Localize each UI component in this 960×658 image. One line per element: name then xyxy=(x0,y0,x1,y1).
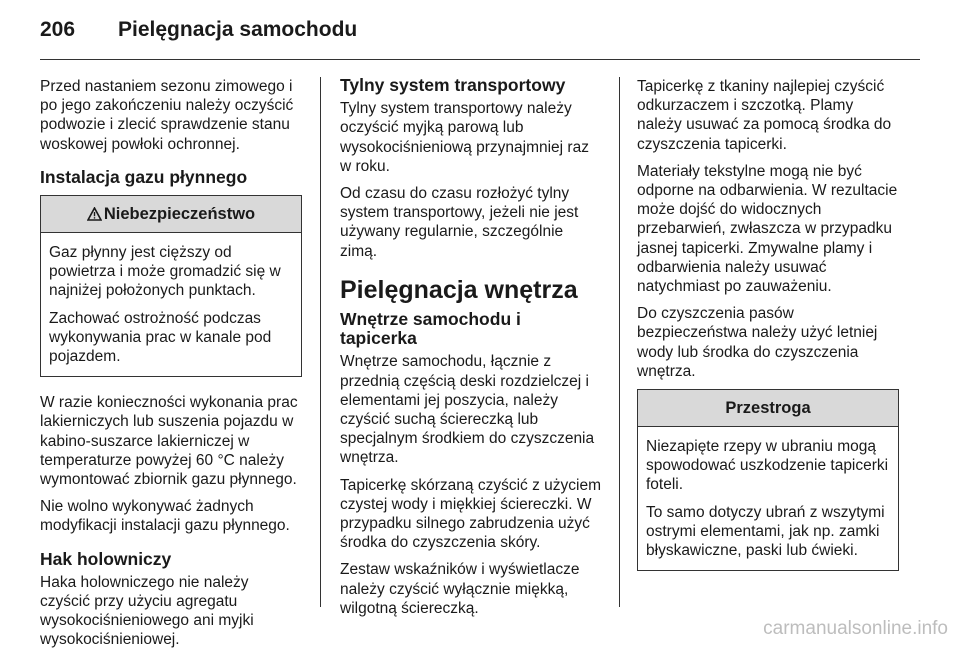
paragraph-tow-hook: Haka holowniczego nie należy czyścić przy użyciu agregatu wysokociśnieniowego ani myjki wysokociśnieniowej. xyxy=(40,573,254,649)
page-number: 206 xyxy=(40,18,76,41)
danger-paragraph-1: Gaz płynny jest cięższy od powietrza i może gromadzić się w najniżej położonych punktach. xyxy=(49,244,281,300)
watermark: carmanualsonline.info xyxy=(763,618,948,639)
paragraph-belts: Do czyszczenia pasów bezpieczeństwa należy użyć letniej wody lub środka do czyszczenia wnętrza. xyxy=(637,305,878,380)
column-3 xyxy=(637,77,899,587)
column-2 xyxy=(340,77,602,626)
paragraph-modifications: Nie wolno wykonywać żadnych modyfikacji instalacji gazu płynnego. xyxy=(40,498,290,535)
caution-paragraph-1: Niezapięte rzepy w ubraniu mogą spowodować uszkodzenie tapicerki foteli. xyxy=(646,438,889,494)
danger-box-title xyxy=(41,196,301,233)
paragraph-textiles: Materiały tekstylne mogą nie być odporne na odbarwienia. W rezultacie może dojść do widocznych przebarwień, zwłaszcza w przypadku jasnej tapicerki. Zmywalne plamy i odbarwienia należy usuwać natychmiast po zauważeniu. xyxy=(637,162,898,296)
heading-interior-upholstery: Wnętrze samochodu i tapicerka xyxy=(340,309,521,349)
heading-interior-care: Pielęgnacja wnętrza xyxy=(340,275,578,304)
caution-box-body xyxy=(638,427,898,570)
paragraph-displays: Zestaw wskaźników i wyświetlacze należy czyścić wyłącznie miękką, wilgotną ściereczką. xyxy=(340,561,580,617)
paragraph-leather: Tapicerkę skórzaną czyścić z użyciem czystej wody i miękkiej ściereczki. W przypadku silnego zabrudzenia użyć środka do czyszczenia skóry. xyxy=(340,476,601,552)
heading-rear-carrier: Tylny system transportowy xyxy=(340,75,566,95)
heading-lpg: Instalacja gazu płynnego xyxy=(40,166,248,187)
paragraph-interior: Wnętrze samochodu, łącznie z przednią częścią deski rozdzielczej i elementami jej poszycia, należy czyścić suchą ściereczką lub specjalnym środkiem do czyszczenia wnętrza. xyxy=(340,353,595,467)
paragraph-fabric: Tapicerkę z tkaniny najlepiej czyścić odkurzaczem i szczotką. Plamy należy usuwać za pomocą środka do czyszczenia tapicerki. xyxy=(637,78,892,153)
paragraph-paint: W razie konieczności wykonania prac lakierniczych lub suszenia pojazdu w kabino-suszarce lakierniczej w temperaturze powyżej 60 °C należy wymontować zbiornik gazu płynnego. xyxy=(40,394,298,489)
caution-paragraph-2: To samo dotyczy ubrań z wszytymi ostrymi elementami, jak np. zamki błyskawiczne, paski lub ćwieki. xyxy=(646,503,885,560)
paragraph-carrier-clean: Tylny system transportowy należy oczyścić myjką parową lub wysokociśnieniową przynajmniej raz w roku. xyxy=(340,100,589,175)
page-header xyxy=(40,18,920,48)
column-1 xyxy=(40,77,302,658)
column-separator-1 xyxy=(320,77,321,607)
danger-box-label: Niebezpieczeństwo xyxy=(103,205,256,224)
header-rule xyxy=(40,59,920,60)
caution-box xyxy=(637,389,899,571)
warning-triangle-icon xyxy=(87,198,102,234)
paragraph-carrier-extend: Od czasu do czasu rozłożyć tylny system transportowy, jeżeli nie jest używany regularnie, szczególnie zimą. xyxy=(340,185,579,260)
danger-box-body xyxy=(41,233,301,376)
danger-box xyxy=(40,195,302,377)
page-title: Pielęgnacja samochodu xyxy=(118,18,358,41)
caution-box-title: Przestroga xyxy=(638,390,898,427)
heading-tow-hook: Hak holowniczy xyxy=(40,548,172,569)
paragraph-underbody: Przed nastaniem sezonu zimowego i po jego zakończeniu należy oczyścić podwozie i zlecić sprawdzenie stanu woskowej powłoki ochronnej. xyxy=(40,78,294,153)
danger-paragraph-2: Zachować ostrożność podczas wykonywania prac w kanale pod pojazdem. xyxy=(49,309,272,366)
column-separator-2 xyxy=(619,77,620,607)
